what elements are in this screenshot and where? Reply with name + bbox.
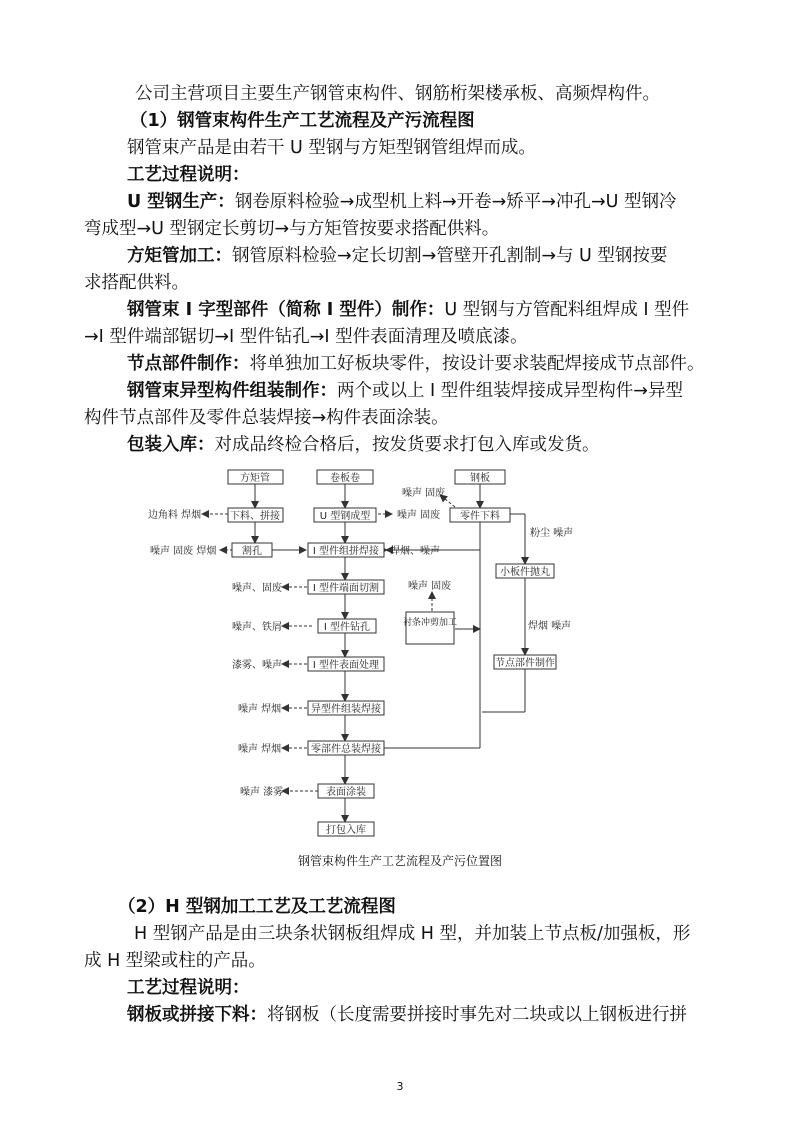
flow-box-izuan xyxy=(318,619,376,633)
svg-text:表面涂装: 表面涂装 xyxy=(326,787,366,798)
pack-paragraph xyxy=(127,431,727,459)
pollution-label: 噪声 焊烟 xyxy=(238,704,282,715)
pollution-label: 噪声 固废 焊烟 xyxy=(150,546,217,557)
node-text: 将单独加工好板块零件，按设计要求装配焊接成节点部件。 xyxy=(249,354,705,374)
svg-text:U 型钢成型: U 型钢成型 xyxy=(319,511,371,522)
pollution-label: 噪声 固废 xyxy=(402,488,446,499)
special-line2: 构件节点部件及零件总装焊接→构件表面涂装。 xyxy=(84,408,449,428)
flow-box-yixing xyxy=(308,701,384,715)
flow-box-gangban xyxy=(455,470,505,484)
pollution-label: 边角料 焊烟 xyxy=(148,510,202,521)
flow-box-chenjian xyxy=(403,612,457,644)
fangju-line2: 求搭配供料。 xyxy=(84,273,189,293)
svg-text:I 型件钻孔: I 型件钻孔 xyxy=(323,622,371,633)
diagram-caption: 钢管束构件生产工艺流程及产污位置图 xyxy=(297,854,502,868)
fangju-label: 方矩管加工： xyxy=(127,246,232,266)
page-number: 3 xyxy=(396,1080,404,1093)
special-paragraph xyxy=(127,377,727,405)
svg-text:衬条冲剪加工: 衬条冲剪加工 xyxy=(402,618,458,628)
flow-box-lingbu xyxy=(308,741,384,755)
section2-title: （2）H 型钢加工工艺及工艺流程图 xyxy=(118,897,396,917)
h-label: 钢板或拼接下料： xyxy=(127,1005,267,1025)
svg-text:小板件抛丸: 小板件抛丸 xyxy=(500,567,550,578)
flow-box-fangju xyxy=(228,470,283,484)
flow-box-gekong xyxy=(232,543,272,557)
h-paragraph xyxy=(127,1001,727,1029)
node-label: 节点部件制作： xyxy=(127,354,250,374)
svg-text:零部件总装焊接: 零部件总装焊接 xyxy=(311,744,381,755)
special-label: 钢管束异型构件组装制作： xyxy=(127,381,337,401)
flow-box-izuhan xyxy=(308,543,384,557)
pack-label: 包装入库： xyxy=(127,435,215,455)
svg-text:卷板卷: 卷板卷 xyxy=(330,473,360,484)
pollution-label: 焊烟 噪声 xyxy=(528,621,572,632)
flow-box-xialiao xyxy=(228,508,283,522)
fangju-text1: 钢管原料检验→定长切割→管壁开孔割制→与 U 型钢按要 xyxy=(232,246,668,266)
pollution-label: 焊烟、噪声 xyxy=(390,546,440,557)
svg-text:I 型件表面处理: I 型件表面处理 xyxy=(312,660,380,671)
svg-text:下料、拼接: 下料、拼接 xyxy=(230,511,280,522)
svg-text:I 型件端面切割: I 型件端面切割 xyxy=(312,583,380,594)
special-text1: 两个或以上 I 型件组装焊接成异型构件→异型 xyxy=(337,381,683,401)
flow-box-dabao xyxy=(318,822,374,836)
fangju-paragraph xyxy=(127,242,727,270)
section2-text2: 成 H 型梁或柱的产品。 xyxy=(84,951,266,971)
section2-text1: H 型钢产品是由三块条状钢板组焊成 H 型，并加装上节点板/加强板，形 xyxy=(134,924,691,944)
process-label: 工艺过程说明： xyxy=(127,165,250,185)
pollution-label: 粉尘 噪声 xyxy=(530,528,574,539)
u-steel-paragraph xyxy=(127,188,727,216)
svg-text:方矩管: 方矩管 xyxy=(240,473,270,484)
pollution-label: 噪声、铁屑 xyxy=(232,622,282,633)
flow-box-xiaoban xyxy=(496,564,554,578)
i-part-line2: →I 型件端部锯切→I 型件钻孔→I 型件表面清理及喷底漆。 xyxy=(84,327,528,347)
pollution-label: 噪声 固废 xyxy=(408,581,452,592)
u-steel-line2: 弯成型→U 型钢定长剪切→与方矩管按要求搭配供料。 xyxy=(84,219,500,239)
pollution-label: 噪声 漆雾 xyxy=(240,787,284,798)
flow-box-uxing xyxy=(314,508,376,522)
i-part-paragraph xyxy=(127,296,727,324)
flow-box-biaomian xyxy=(318,784,374,798)
svg-text:异型件组装焊接: 异型件组装焊接 xyxy=(311,704,381,715)
flow-box-juanban xyxy=(317,470,373,484)
svg-text:节点部件制作: 节点部件制作 xyxy=(495,658,555,669)
u-steel-label: U 型钢生产： xyxy=(127,192,235,212)
i-part-label: 钢管束 I 字型部件（简称 I 型件）制作： xyxy=(127,300,445,320)
i-part-text1: U 型钢与方管配料组焊成 I 型件 xyxy=(444,300,690,320)
section1-title: （1）钢管束构件生产工艺流程及产污流程图 xyxy=(130,111,475,131)
flow-box-ibiao xyxy=(308,657,384,671)
intro-paragraph: 公司主营项目主要生产钢管束构件、钢筋桁架楼承板、高频焊构件。 xyxy=(135,84,660,104)
node-paragraph xyxy=(127,350,727,378)
flow-box-iduan xyxy=(308,580,384,594)
flow-box-lingjian xyxy=(450,508,510,522)
pollution-label: 噪声 焊烟 xyxy=(238,744,282,755)
pollution-label: 噪声、固废 xyxy=(232,583,282,594)
svg-text:割孔: 割孔 xyxy=(242,546,262,557)
pack-text: 对成品终检合格后，按发货要求打包入库或发货。 xyxy=(214,435,600,455)
svg-text:I 型件组拼焊接: I 型件组拼焊接 xyxy=(312,546,380,557)
section1-desc: 钢管束产品是由若干 U 型钢与方矩型钢管组焊而成。 xyxy=(127,138,536,158)
h-text: 将钢板（长度需要拼接时事先对二块或以上钢板进行拼 xyxy=(267,1005,687,1025)
svg-text:钢板: 钢板 xyxy=(470,473,490,484)
svg-text:零件下料: 零件下料 xyxy=(460,511,500,522)
flow-box-jiedian xyxy=(494,655,556,669)
svg-text:打包入库: 打包入库 xyxy=(326,825,366,836)
pollution-label: 漆雾、噪声 xyxy=(232,660,282,671)
pollution-label: 噪声 固废 xyxy=(397,510,441,521)
process-label-2: 工艺过程说明： xyxy=(127,978,250,998)
u-steel-text1: 钢卷原料检验→成型机上料→开卷→矫平→冲孔→U 型钢冷 xyxy=(234,192,677,212)
process-flow-diagram xyxy=(0,460,800,880)
